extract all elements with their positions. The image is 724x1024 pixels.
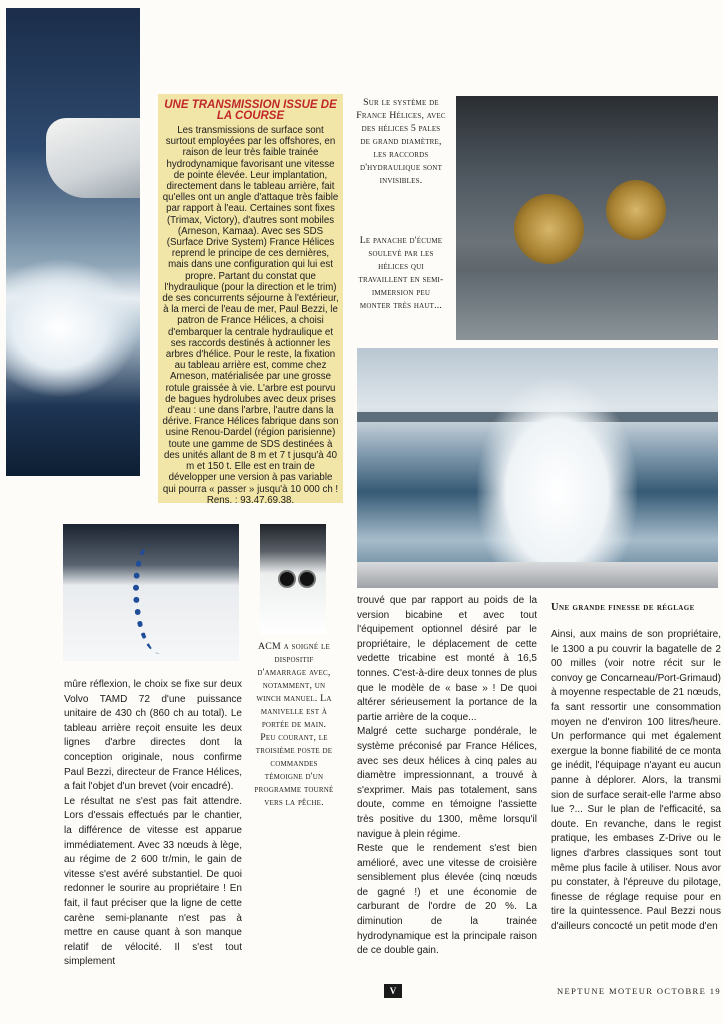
boat-hull-shape [46,118,140,198]
blue-rope [133,544,179,654]
magazine-footer: NEPTUNE MOTEUR OCTOBRE 19 [557,986,721,996]
paragraph: Ainsi, aux mains de son propriétaire, le 1300 a pu couvrir la bagatelle de 2 00 milles (voir notre récit sur le convoy ge Concarneau/Port-Grimaud) à moyenne respectable de 21 nœuds, fa sant ressortir une consommation moyen ne d'environ 100 litres/heure. Un performance qui met également exergue la bonne fiabilité de ce monta ge inédit, l'équipage n'ayant eu aucun panne à déplorer. Alors, la transmi sion de surface serait-elle l'arme abso lue ?... Sur le plan de l'efficacité, sa doute. En revanche, dans le regist pratique, les embases Z-Drive ou le lignes d'arbres classiques sont tout même plus facile à utiliser. Nous avor pu constater, à l'épreuve du pilotage, finesse de réglage requise pour en tire la quintessence. Paul Bezzi nous d'ailleurs concocté un petit mode d'en [551,629,721,932]
article-column-1 [64,678,242,970]
article-column-3 [551,628,721,934]
caption-control-panel: ACM a soigné le dispositif d'amarrage avec, notamment, un winch manuel. La manivelle est à portée de main. Peu courant, le troisième poste de commandes témoigne d'un programme tourné vers la pêche. [254,641,334,808]
propeller-left [514,194,584,264]
photo-boat-wake [6,8,140,476]
photo-propellers [456,96,718,340]
photo-control-panel [260,524,326,634]
page-number: V [384,984,402,998]
section-heading: Une grande finesse de réglage [551,602,695,613]
paragraph: mûre réflexion, le choix se fixe sur deux Volvo TAMD 72 d'une puissance unitaire de 430 ch (860 ch au total). Le tableau arrière reçoit ensuite les deux lignes d'arbre directes dont la conception originale, nous confirme Paul Bezzi, directeur de France Hélices, a fait l'objet d'un brevet (voir encadré). [64,679,242,793]
sidebar-box [158,94,343,506]
stern-deck [357,562,718,588]
sidebar-text: Les transmissions de surface sont surtout employées par les offshores, en raison de leur très faible trainée hydrodynamique favorisant une vitesse de pointe élevée. Leur implantation, directement dans le tableau arrière, fait qu'elles ont un angle d'attaque très faible par rapport à l'eau. Certaines sont fixes (Trimax, Victory), d'autres sont mobiles (Arneson, Kamaa). Avec ses SDS (Surface Drive System) France Hélices reprend le principe de ces dernières, mais dans une configuration qui lui est propre. Partant du constat que l'hydraulique (pour la direction et le trim) de ses concurrents séjourne à l'extérieur, à la merci de l'eau de mer, Paul Bezzi, le patron de France Hélices, a choisi d'embarquer la centrale hydraulique et ses raccords destinés à actionner les arbres d'hélice. Pour le reste, la fixation au tableau arrière est, comme chez Arneson, matérialisée par une grosse rotule graissée à vie. L'arbre est pourvu de bagues hydrolubes avec deux prises d'eau : une dans l'arbre, l'autre dans la dérive. France Hélices fabrique dans son usine Renou-Dardel (région parisienne) toute une gamme de SDS destinées à des unités allant de 8 m et 7 t jusqu'à 40 m et 150 t. Elle est en train de développer une version à pas variable qui pourra « passer » jusqu'à 10 000 ch ! Rens. : 93.47.69.38. [162,125,339,506]
caption-propellers: Sur le système de France Hélices, avec des hélices 5 pales de grand diamètre, les raccords d'hydraulique sont invisibles. [356,97,446,186]
paragraph: Malgré cette sucharge pondérale, le système préconisé par France Hélices, avec ses deux hélices à cinq pales au diamètre impressionnant, a trouvé à s'exprimer. Mais pas totalement, sans doute, comme en témoigne l'assiette très positive du 1300, même lorsqu'il navigue à plein régime. [357,726,537,840]
wake-spray-shape [6,258,140,398]
photo-spray-plume [357,348,718,588]
paragraph: Le résultat ne s'est pas fait attendre. Lors d'essais effectués par le chantier, la différence de vitesse est apparue immédiatement. Avec 33 nœuds à lège, au régime de 2 600 tr/min, le gain de vitesse s'est avéré substantiel. De quoi redonner le sourire au propriétaire ! En fait, il faut préciser que la ligne de cette carène semi-planante n'est pas à mettre en cause quant à son manque relatif de vélocité. Il s'est tout simplement [64,795,242,968]
sidebar-title: UNE TRANSMISSION ISSUE DE LA COURSE [164,99,337,122]
propeller-right [606,180,666,240]
hangar-floor [456,270,718,340]
photo-mooring-rope [63,524,239,661]
gauge-icon [298,570,316,588]
gauge-icon [278,570,296,588]
paragraph: Reste que le rendement s'est bien amélioré, avec une vitesse de croisière sensiblement plus élevée (cinq nœuds de gagné !) et une économie de carburant de l'ordre de 20 %. La diminution de la trainée hydrodynamique est la principale raison de ce double gain. [357,843,537,957]
caption-spray: Le panache d'écume soulevé par les hélices qui travaillent en semi-immersion peu monter très haut... [358,235,444,311]
paragraph: trouvé que par rapport au poids de la version bicabine et avec tout l'équipement optionnel désiré par le propriétaire, le déplacement de cette vedette tricabine est monté à 16,5 tonnes. C'est-à-dire deux tonnes de plus que le modèle de « base » ! De quoi altérer sérieusement la portance de la partie arrière de la coque... [357,595,537,723]
spray-cloud [477,378,637,568]
article-column-2 [357,594,537,959]
